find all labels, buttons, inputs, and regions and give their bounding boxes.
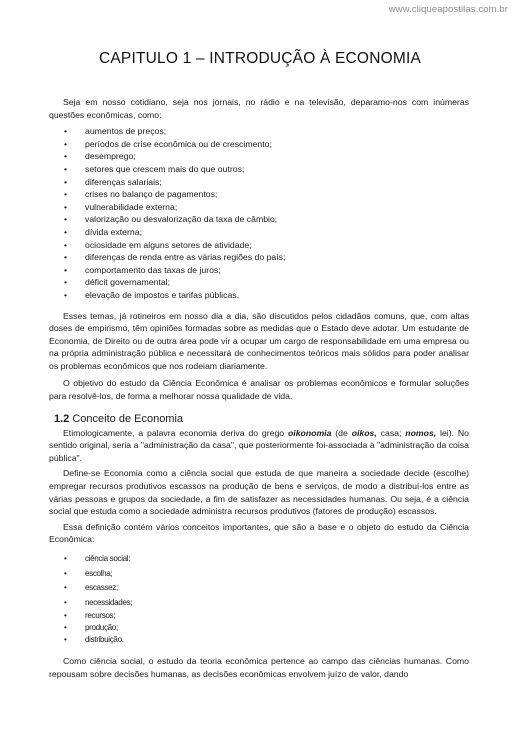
list-item: • ciência social; bbox=[49, 552, 469, 567]
list-item: • setores que crescem mais do que outros; bbox=[49, 163, 469, 176]
chapter-title: CAPITULO 1 – INTRODUÇÃO À ECONOMIA bbox=[98, 50, 421, 67]
list-item: • distribuição. bbox=[49, 634, 469, 646]
objective-paragraph: O objetivo do estudo da Ciência Econômica é analisar os problemas econômicos e formular soluções para resolvê-los, de forma a melhorar nossa qualidade de vida. bbox=[49, 378, 469, 402]
list-item: • crises no balanço de pagamentos; bbox=[49, 188, 469, 201]
list-item: • elevação de impostos e tarifas públicas. bbox=[49, 289, 469, 302]
list-item: • vulnerabilidade externa; bbox=[49, 201, 469, 214]
term-nomos: nomos, bbox=[405, 427, 437, 438]
etymology-paragraph bbox=[49, 427, 469, 465]
term-oikos: oikos, bbox=[351, 427, 377, 438]
closing-paragraph: Como ciência social, o estudo da teoria econômica pertence ao campo das ciências humanas. Como repousam sobre decisões humanas, as decisões econômicas envolvem juízo de valor, dando bbox=[49, 656, 469, 679]
list-item: • diferenças salariais; bbox=[49, 176, 469, 189]
etymology-text: (de bbox=[331, 427, 352, 438]
section-title: Conceito de Economia bbox=[72, 412, 184, 425]
list-item: • ociosidade em alguns setores de atividade; bbox=[49, 239, 469, 252]
list-item: • valorização ou desvalorização da taxa de câmbio; bbox=[49, 213, 469, 226]
themes-paragraph: Esses temas, já rotineiros em nosso dia a dia, são discutidos pelos cidadãos comuns, que, com altas doses de empirismo, têm opiniões formadas sobre as medidas que o Estado deve adotar. Um estudante de Economia, de Direito ou de outra área pode vir a ocupar um cargo de responsabilidade em uma empresa ou na própria administração pública e necessitará de conhecimentos teóricos mais sólidos para poder analisar os problemas econômicos que nos rodeiam diariamente. bbox=[49, 310, 469, 371]
list-item: • aumentos de preços; bbox=[49, 125, 469, 138]
site-url-header: www.cliqueapostilas.com.br bbox=[388, 4, 508, 15]
list-item: • déficit governamental; bbox=[49, 276, 469, 289]
concepts-intro-paragraph: Essa definição contém vários conceitos importantes, que são a base e o objeto do estudo da Ciência Econômica: bbox=[49, 521, 469, 545]
section-heading bbox=[54, 412, 469, 426]
definition-paragraph: Define-se Economia como a ciência social que estuda de que maneira a sociedade decide (escolhe) empregar recursos produtivos escassos na produção de bens e serviços, de modo a distribuí-los entre as várias pessoas e grupos da sociedade, a fim de satisfazer as necessidades humanas. Ou seja, é a ciência social que estuda como a sociedade administra recursos produtivos (fatores de produção) escassos. bbox=[49, 468, 469, 517]
section-number: 1.2 bbox=[54, 412, 70, 425]
list-item: • períodos de crise econômica ou de crescimento; bbox=[49, 138, 469, 151]
etymology-text: lei). No sentido original, seria a "administração da casa", que posteriormente foi-associada à "administração da coisa pública". bbox=[49, 427, 469, 463]
list-item: • escolha; bbox=[49, 567, 469, 582]
list-item: • diferenças de renda entre as várias regiões do país; bbox=[49, 251, 469, 264]
list-item: • escassez; bbox=[49, 581, 469, 596]
list-item: • desemprego; bbox=[49, 150, 469, 163]
list-item: • produção; bbox=[49, 622, 469, 634]
term-oikonomia: oikonomia bbox=[287, 427, 332, 438]
list-item: • necessidades; bbox=[49, 596, 469, 611]
document-body bbox=[49, 96, 469, 680]
etymology-text: casa; bbox=[376, 427, 406, 438]
list-item: • dívida externa; bbox=[49, 226, 469, 239]
intro-paragraph: Seja em nosso cotidiano, seja nos jornais, no rádio e na televisão, deparamo-nos com inúmeras questões econômicas, como: bbox=[49, 97, 469, 120]
economic-questions-list bbox=[49, 125, 469, 301]
list-item: • comportamento das taxas de juros; bbox=[49, 264, 469, 277]
concepts-list bbox=[49, 552, 469, 645]
etymology-text: Etimologicamente, a palavra economia deriva do grego bbox=[63, 427, 288, 438]
list-item: • recursos; bbox=[49, 610, 469, 622]
